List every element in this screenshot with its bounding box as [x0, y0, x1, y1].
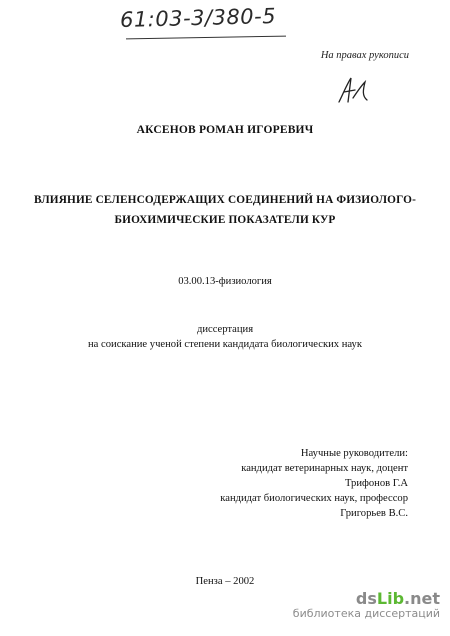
supervisor-line: кандидат ветеринарных наук, доцент — [241, 463, 408, 474]
supervisor-line: Григорьев В.С. — [340, 508, 408, 519]
watermark-subtitle: библиотека диссертаций — [292, 607, 440, 620]
rights-notice: На правах рукописи — [320, 50, 409, 61]
city-year: Пенза – 2002 — [195, 576, 255, 587]
document-type: диссертация — [196, 324, 254, 335]
signature-icon — [335, 72, 371, 108]
supervisor-line: Трифонов Г.А — [344, 478, 408, 489]
degree-description: на соискание ученой степени кандидата биологических наук — [88, 339, 362, 350]
thesis-title-line-1: ВЛИЯНИЕ СЕЛЕНСОДЕРЖАЩИХ СОЕДИНЕНИЙ НА ФИЗИОЛОГО- — [33, 194, 417, 206]
specialty-code: 03.00.13-физиология — [178, 276, 272, 287]
supervisors-heading: Научные руководители: — [300, 448, 408, 459]
stamp-underline — [126, 36, 286, 40]
thesis-title-line-2: БИОХИМИЧЕСКИЕ ПОКАЗАТЕЛИ КУР — [114, 214, 336, 226]
watermark-logo: dsLib.net — [355, 589, 440, 608]
supervisor-line: кандидат биологических наук, профессор — [220, 493, 408, 504]
archive-stamp: 61:03-3/380-5 — [119, 3, 277, 33]
author-name: АКСЕНОВ РОМАН ИГОРЕВИЧ — [136, 124, 314, 136]
